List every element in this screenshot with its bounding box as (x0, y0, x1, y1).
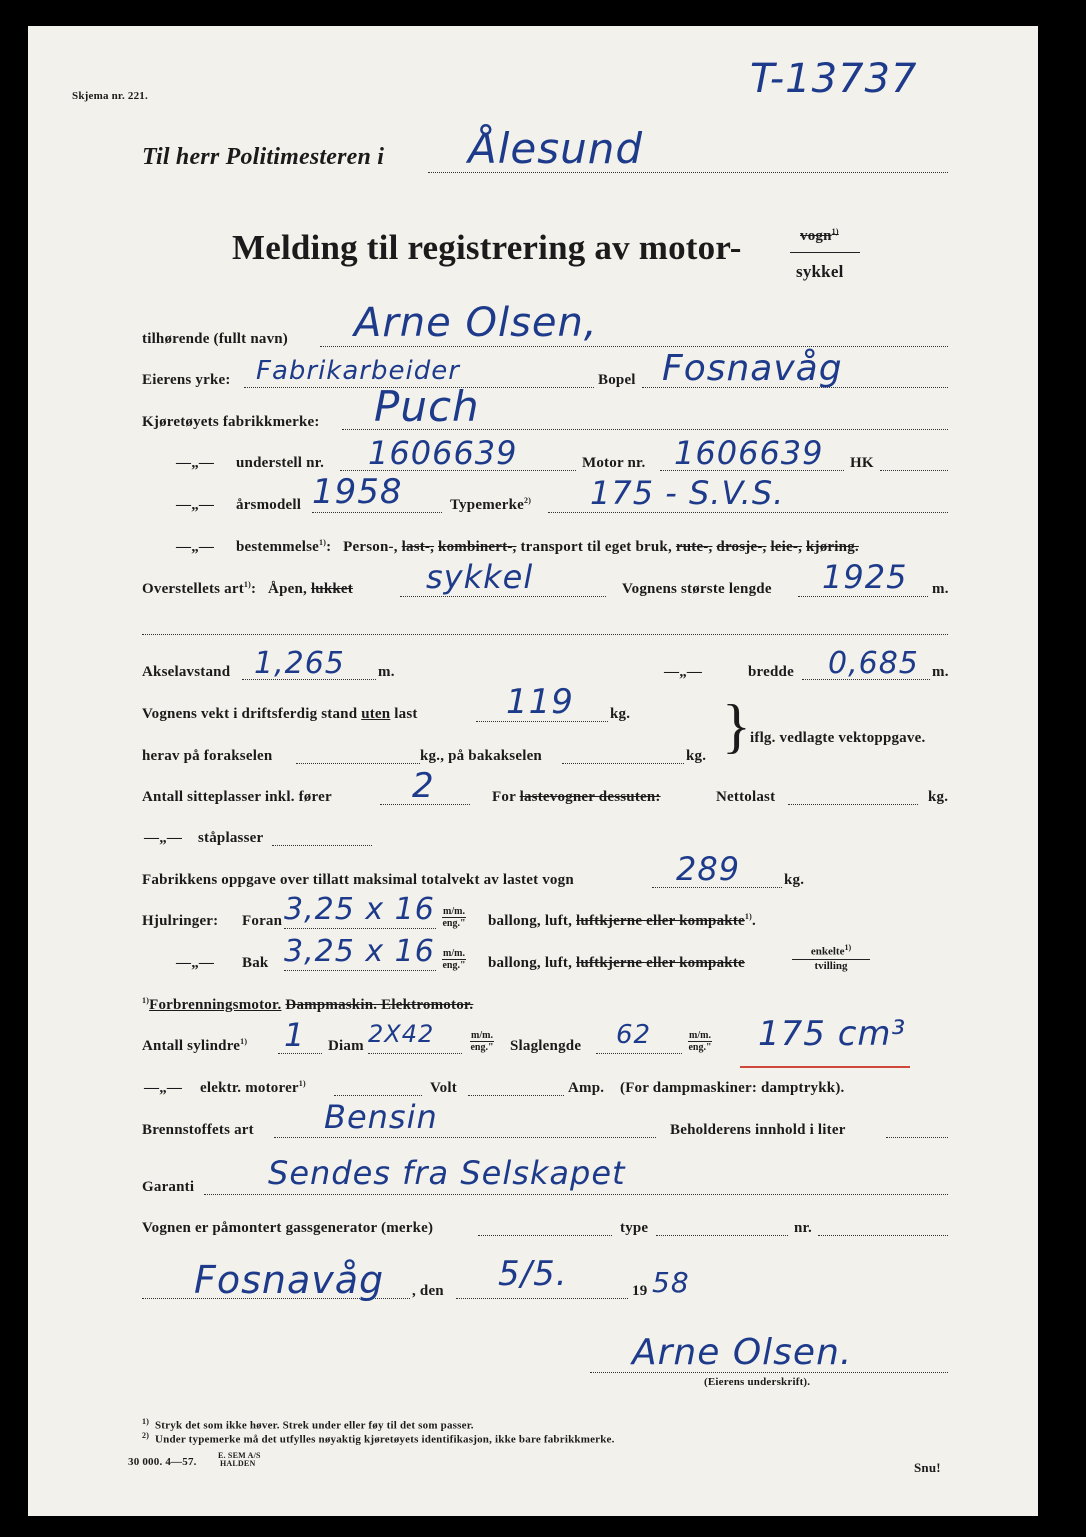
title-option-sykkel: sykkel (796, 262, 844, 281)
steam-label: (For dampmaskiner: damptrykk). (620, 1080, 845, 1096)
electric-ditto: —„— (144, 1080, 183, 1096)
payload-label: Nettolast (716, 789, 776, 805)
signature-place: Fosnavåg (194, 1258, 385, 1302)
tires-rear-types: ballong, luft, luftkjerne eller kompakte (488, 955, 745, 971)
purpose-kombinert: kombinert-, (438, 539, 517, 555)
bore-value: 2X42 (368, 1020, 435, 1048)
width-label: bredde (748, 664, 794, 680)
footnote-2: $^{2)}$ Under typemerke må det utfylles nøyaktig kjøretøyets identifikasjon, ikke bare fabrikkmerke. (142, 1431, 615, 1446)
axle-front-line (296, 763, 420, 764)
axle-rear-line (562, 763, 684, 764)
engine-type: $^{1)}$Forbrenningsmotor. Dampmaskin. Elektromotor. (142, 996, 474, 1013)
police-district: Ålesund (468, 124, 644, 173)
hk-label: HK (850, 455, 874, 471)
form-number: Skjema nr. 221. (72, 90, 148, 102)
year-value: 1958 (312, 472, 403, 512)
seats-label: Antall sitteplasser inkl. fører (142, 789, 332, 805)
fuel-line (274, 1137, 656, 1138)
gas-type-line (656, 1235, 788, 1236)
printer-line-2: HALDEN (220, 1459, 256, 1468)
bore-label: Diam (328, 1038, 364, 1054)
purpose-kjoring: kjøring. (806, 539, 859, 555)
weight-brace: } (722, 693, 751, 759)
axle-rear-unit: kg. (686, 748, 707, 764)
year-label: årsmodell (236, 497, 302, 513)
length-unit: m. (932, 581, 949, 597)
standing-label: ståplasser (198, 830, 264, 846)
stroke-line (596, 1053, 682, 1054)
displacement-value: 175 cm³ (758, 1014, 907, 1054)
addressee: Til herr Politimesteren i (142, 144, 385, 170)
standing-line (272, 845, 372, 846)
warranty-value: Sendes fra Selskapet (268, 1154, 626, 1192)
tires-front-value: 3,25 x 16 (284, 892, 435, 927)
engine-number-value: 1606639 (674, 434, 824, 472)
electric-line (334, 1095, 422, 1096)
length-line (798, 596, 928, 597)
footnote-1: $^{1)}$ Stryk det som ikke høver. Strek under eller føy til det som passer. (142, 1417, 474, 1432)
fuel-value: Bensin (324, 1098, 438, 1136)
occupation-value: Fabrikarbeider (256, 356, 460, 386)
cylinders-label: Antall sylindre$^{1)}$ (142, 1037, 248, 1054)
date-den-label: , den (412, 1283, 444, 1299)
residence-label: Bopel (598, 372, 636, 388)
axle-note: iflg. vedlagte vektoppgave. (750, 730, 926, 746)
tank-label: Beholderens innhold i liter (670, 1122, 846, 1138)
displacement-underline (740, 1066, 910, 1068)
electric-label: elektr. motorer$^{1)}$ (200, 1079, 306, 1096)
width-ditto: —„— (664, 664, 703, 680)
width-unit: m. (932, 664, 949, 680)
body-line (400, 596, 606, 597)
cylinders-value: 1 (284, 1016, 306, 1054)
fuel-label: Brennstoffets art (142, 1122, 254, 1138)
bore-unit: m/m. eng." (470, 1030, 494, 1053)
tank-line (886, 1137, 948, 1138)
blank-line (142, 634, 948, 635)
warranty-label: Garanti (142, 1179, 195, 1195)
payload-unit: kg. (928, 789, 949, 805)
purpose-last: last-, (401, 539, 435, 555)
stroke-value: 62 (616, 1020, 652, 1050)
type-value: 175 - S.V.S. (590, 474, 785, 512)
gas-type-label: type (620, 1220, 649, 1236)
max-weight-label: Fabrikkens oppgave over tillatt maksimal totalvekt av lastet vogn (142, 872, 574, 888)
tires-label: Hjulringer: (142, 913, 219, 929)
stroke-unit: m/m. eng." (688, 1030, 712, 1053)
seats-value: 2 (412, 766, 435, 806)
owner-value: Arne Olsen, (354, 300, 598, 346)
year-line (312, 512, 442, 513)
occupation-label: Eierens yrke: (142, 372, 231, 388)
print-code: 30 000. 4—57. (128, 1456, 197, 1468)
purpose-person: Person-, (343, 539, 398, 555)
weight-label: Vognens vekt i driftsferdig stand uten last (142, 706, 418, 722)
axle-front-label: herav på forakselen (142, 748, 273, 764)
bore-line (368, 1053, 462, 1054)
cargo-label: For lastevogner dessuten: (492, 789, 661, 805)
engine-number-label: Motor nr. (582, 455, 646, 471)
hk-line (880, 470, 948, 471)
file-reference: T-13737 (750, 56, 918, 102)
turn-over: Snu! (914, 1460, 941, 1475)
purpose-rute: rute-, (675, 539, 713, 555)
owner-line (320, 346, 948, 347)
purpose-transport: transport til eget bruk, (520, 539, 672, 555)
chassis-value: 1606639 (368, 434, 518, 472)
tires-front-unit: m/m. eng." (442, 906, 466, 929)
date-line (456, 1298, 628, 1299)
standing-ditto: —„— (144, 830, 183, 846)
make-value: Puch (374, 382, 480, 431)
tires-front-label: Foran (242, 913, 283, 929)
signature-date: 5/5. (498, 1254, 568, 1294)
year-ditto: —„— (176, 497, 215, 513)
title-option-vogn: vogn$^{1)}$ (800, 227, 839, 244)
stroke-label: Slaglengde (510, 1038, 582, 1054)
tires-rear-unit: m/m. eng." (442, 948, 466, 971)
form-title: Melding til registrering av motor- (232, 228, 742, 267)
tires-rear-line (284, 970, 436, 971)
signature-caption: (Eierens underskrift). (704, 1376, 811, 1388)
body-closed: lukket (310, 581, 353, 597)
make-label: Kjøretøyets fabrikkmerke: (142, 414, 320, 430)
wheelbase-label: Akselavstand (142, 664, 231, 680)
gas-line (478, 1235, 612, 1236)
residence-value: Fosnavåg (662, 348, 843, 389)
payload-line (788, 804, 918, 805)
registration-form (28, 26, 1038, 1516)
type-line (548, 512, 948, 513)
gas-nr-line (818, 1235, 948, 1236)
tires-single-twin: enkelte$^{1)}$ tvilling (792, 944, 870, 973)
body-value: sykkel (426, 558, 534, 596)
printer-line-1: E. SEM A/S (218, 1451, 261, 1460)
warranty-line (204, 1194, 948, 1195)
tires-front-line (284, 928, 436, 929)
purpose-line-text: bestemmelse$^{1)}$: Person-, last-, kombinert-, transport til eget bruk, rute-, drosje-, leie-, kjøring. (236, 538, 859, 555)
gas-nr-label: nr. (794, 1220, 812, 1236)
tires-rear-ditto: —„— (176, 955, 215, 971)
owner-label: tilhørende (fullt navn) (142, 331, 289, 347)
signature-year-suffix: 58 (652, 1266, 690, 1299)
chassis-ditto: —„— (176, 455, 215, 471)
volt-line (468, 1095, 564, 1096)
body-type-text: Overstellets art$^{1)}$: Åpen, lukket (142, 580, 353, 597)
purpose-ditto: —„— (176, 539, 215, 555)
length-label: Vognens største lengde (622, 581, 772, 597)
axle-rear-label: kg., på bakakselen (420, 748, 542, 764)
title-fraction-line (790, 252, 860, 253)
tires-front-types: ballong, luft, luftkjerne eller kompakte$^{1)}$. (488, 912, 756, 929)
volt-label: Volt (430, 1080, 457, 1096)
width-value: 0,685 (828, 646, 919, 681)
purpose-drosje: drosje-, (716, 539, 767, 555)
tires-rear-label: Bak (242, 955, 269, 971)
wheelbase-unit: m. (378, 664, 395, 680)
max-weight-unit: kg. (784, 872, 805, 888)
max-weight-value: 289 (676, 850, 741, 888)
wheelbase-value: 1,265 (254, 646, 345, 681)
owner-signature: Arne Olsen. (632, 1332, 853, 1373)
signature-year-prefix: 19 (632, 1283, 648, 1299)
gas-label: Vognen er påmontert gassgenerator (merke) (142, 1220, 434, 1236)
length-value: 1925 (822, 558, 908, 596)
weight-value: 119 (506, 682, 574, 722)
type-label: Typemerke$^{2)}$ (450, 496, 532, 513)
chassis-label: understell nr. (236, 455, 325, 471)
purpose-leie: leie-, (770, 539, 803, 555)
amp-label: Amp. (568, 1080, 605, 1096)
weight-unit: kg. (610, 706, 631, 722)
tires-rear-value: 3,25 x 16 (284, 934, 435, 969)
